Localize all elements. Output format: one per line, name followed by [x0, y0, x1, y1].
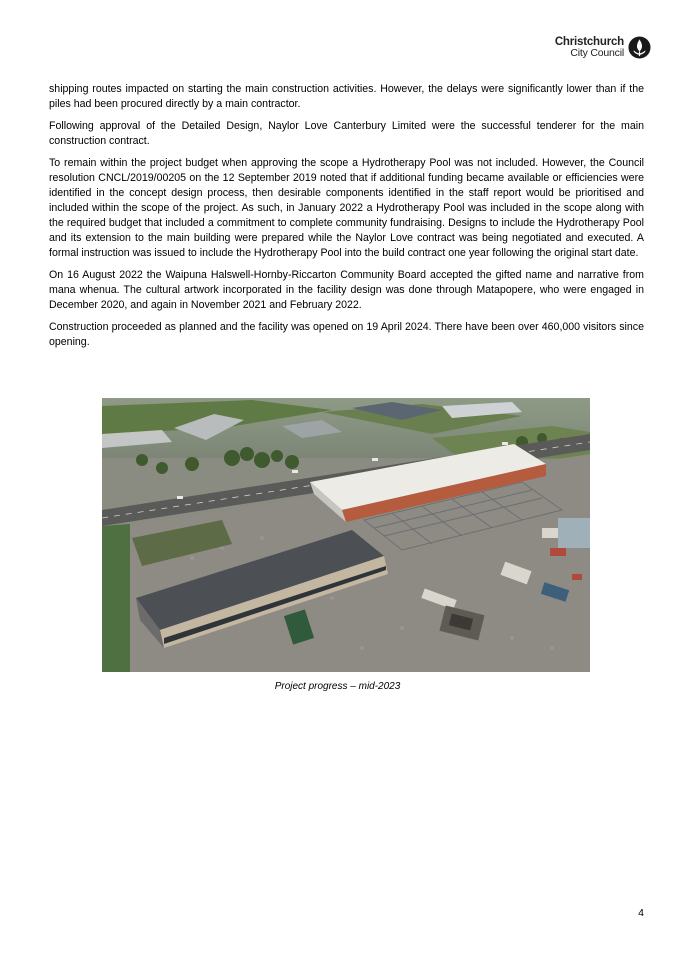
photo-caption: Project progress – mid-2023: [274, 681, 401, 692]
council-emblem-icon: [628, 36, 651, 59]
logo-text: [555, 37, 624, 59]
logo-line-1: Christchurch: [554, 35, 624, 48]
council-logo: [555, 36, 651, 59]
paragraph-3: To remain within the project budget when approving the scope a Hydrotherapy Pool was not included. However, the Council resolution CNCL/2019/00205 on the 12 September 2019 noted that if additional funding became available or efficiencies were identified in the concept design process, then desirable components identified in the staff report would be prioritised and included within the scope of the project. As such, in January 2022 a Hydrotherapy Pool was included in the scope along with the required budget that included a commitment to complete community fundraising. Designs to include the Hydrotherapy Pool and its extension to the main building were prepared while the Naylor Love contract was being negotiated and executed. A formal instruction was issued to include the Hydrotherapy Pool into the build contract one year following the original start date.: [49, 157, 644, 259]
paragraph-2: Following approval of the Detailed Design, Naylor Love Canterbury Limited were the successful tenderer for the main construction contract.: [49, 120, 644, 147]
aerial-photo-illustration: [102, 398, 590, 672]
paragraph-5: Construction proceeded as planned and the facility was opened on 19 April 2024. There have been over 460,000 visitors since opening.: [49, 321, 644, 348]
logo-line-2: City Council: [570, 46, 624, 59]
paragraph-1: shipping routes impacted on starting the main construction activities. However, the delays were significantly lower than if the piles had been procured directly by a main contractor.: [49, 83, 644, 110]
body-text: [49, 82, 644, 357]
construction-aerial-photo: [102, 398, 590, 672]
page-number: 4: [638, 907, 644, 919]
paragraph-4: On 16 August 2022 the Waipuna Halswell-Hornby-Riccarton Community Board accepted the gifted name and narrative from mana whenua. The cultural artwork incorporated in the facility design was done through Matapopere, who were engaged in December 2020, and again in November 2021 and February 2022.: [49, 269, 644, 311]
